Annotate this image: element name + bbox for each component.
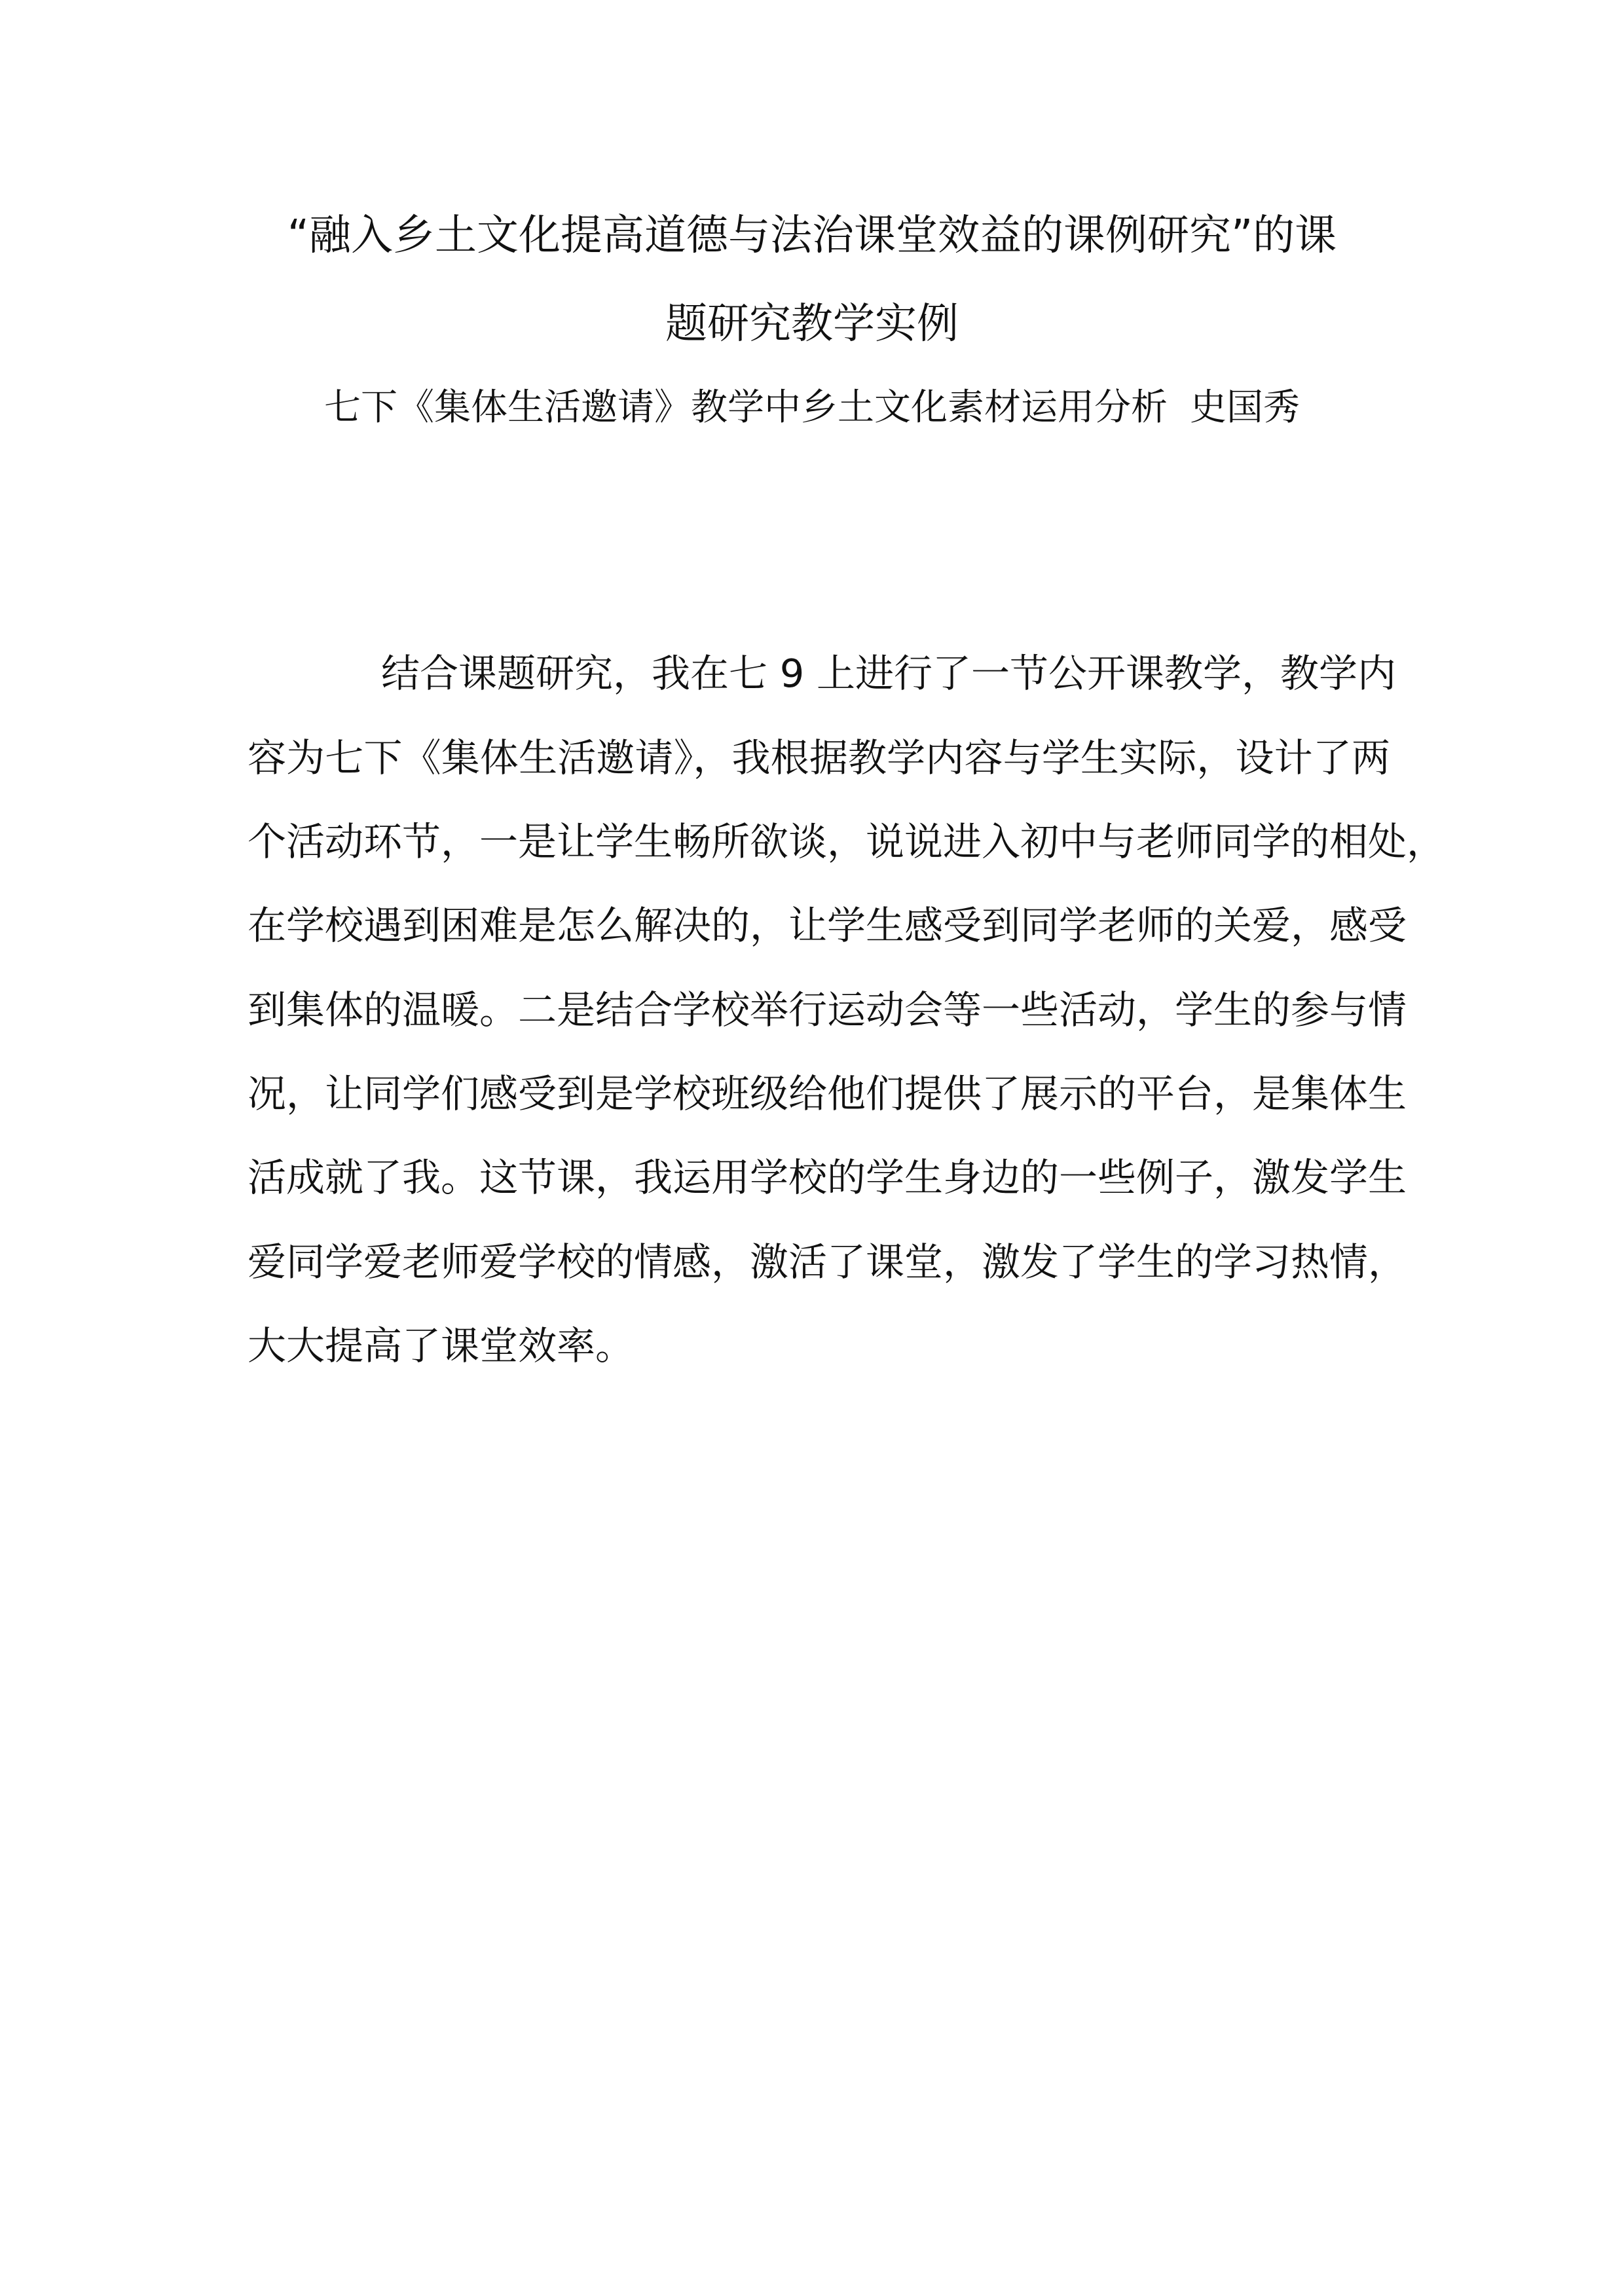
document-subtitle xyxy=(196,385,1428,431)
body-paragraph-line-8: 爱同学爱老师爱学校的情感，激活了课堂，激发了学生的学习热情， xyxy=(248,1239,1407,1285)
body-paragraph-line-3: 个活动环节，一是让学生畅所欲谈，说说进入初中与老师同学的相处， xyxy=(248,819,1446,864)
body-paragraph-line-4: 在学校遇到困难是怎么解决的，让学生感受到同学老师的关爱，感受 xyxy=(248,903,1407,948)
author-name: 史国秀 xyxy=(1190,386,1300,429)
document-title-line-2: 题研究教学实例 xyxy=(665,300,959,348)
body-paragraph-line-5: 到集体的温暖。二是结合学校举行运动会等一些活动，学生的参与情 xyxy=(248,987,1407,1032)
body-paragraph-line-2: 容为七下《集体生活邀请》，我根据教学内容与学生实际，设计了两 xyxy=(248,735,1390,780)
document-title-line-1: “融入乡土文化提高道德与法治课堂效益的课例研究”的课 xyxy=(287,211,1337,260)
body-paragraph-line-6: 况，让同学们感受到是学校班级给他们提供了展示的平台，是集体生 xyxy=(248,1071,1407,1116)
body-paragraph-line-9: 大大提高了课堂效率。 xyxy=(248,1323,635,1368)
subtitle-text: 七下《集体生活邀请》教学中乡土文化素材运用分析 xyxy=(324,386,1168,429)
body-paragraph-line-7: 活成就了我。这节课，我运用学校的学生身边的一些例子，激发学生 xyxy=(248,1155,1407,1200)
body-paragraph-line-1: 结合课题研究，我在七 9 上进行了一节公开课教学，教学内 xyxy=(381,651,1397,696)
